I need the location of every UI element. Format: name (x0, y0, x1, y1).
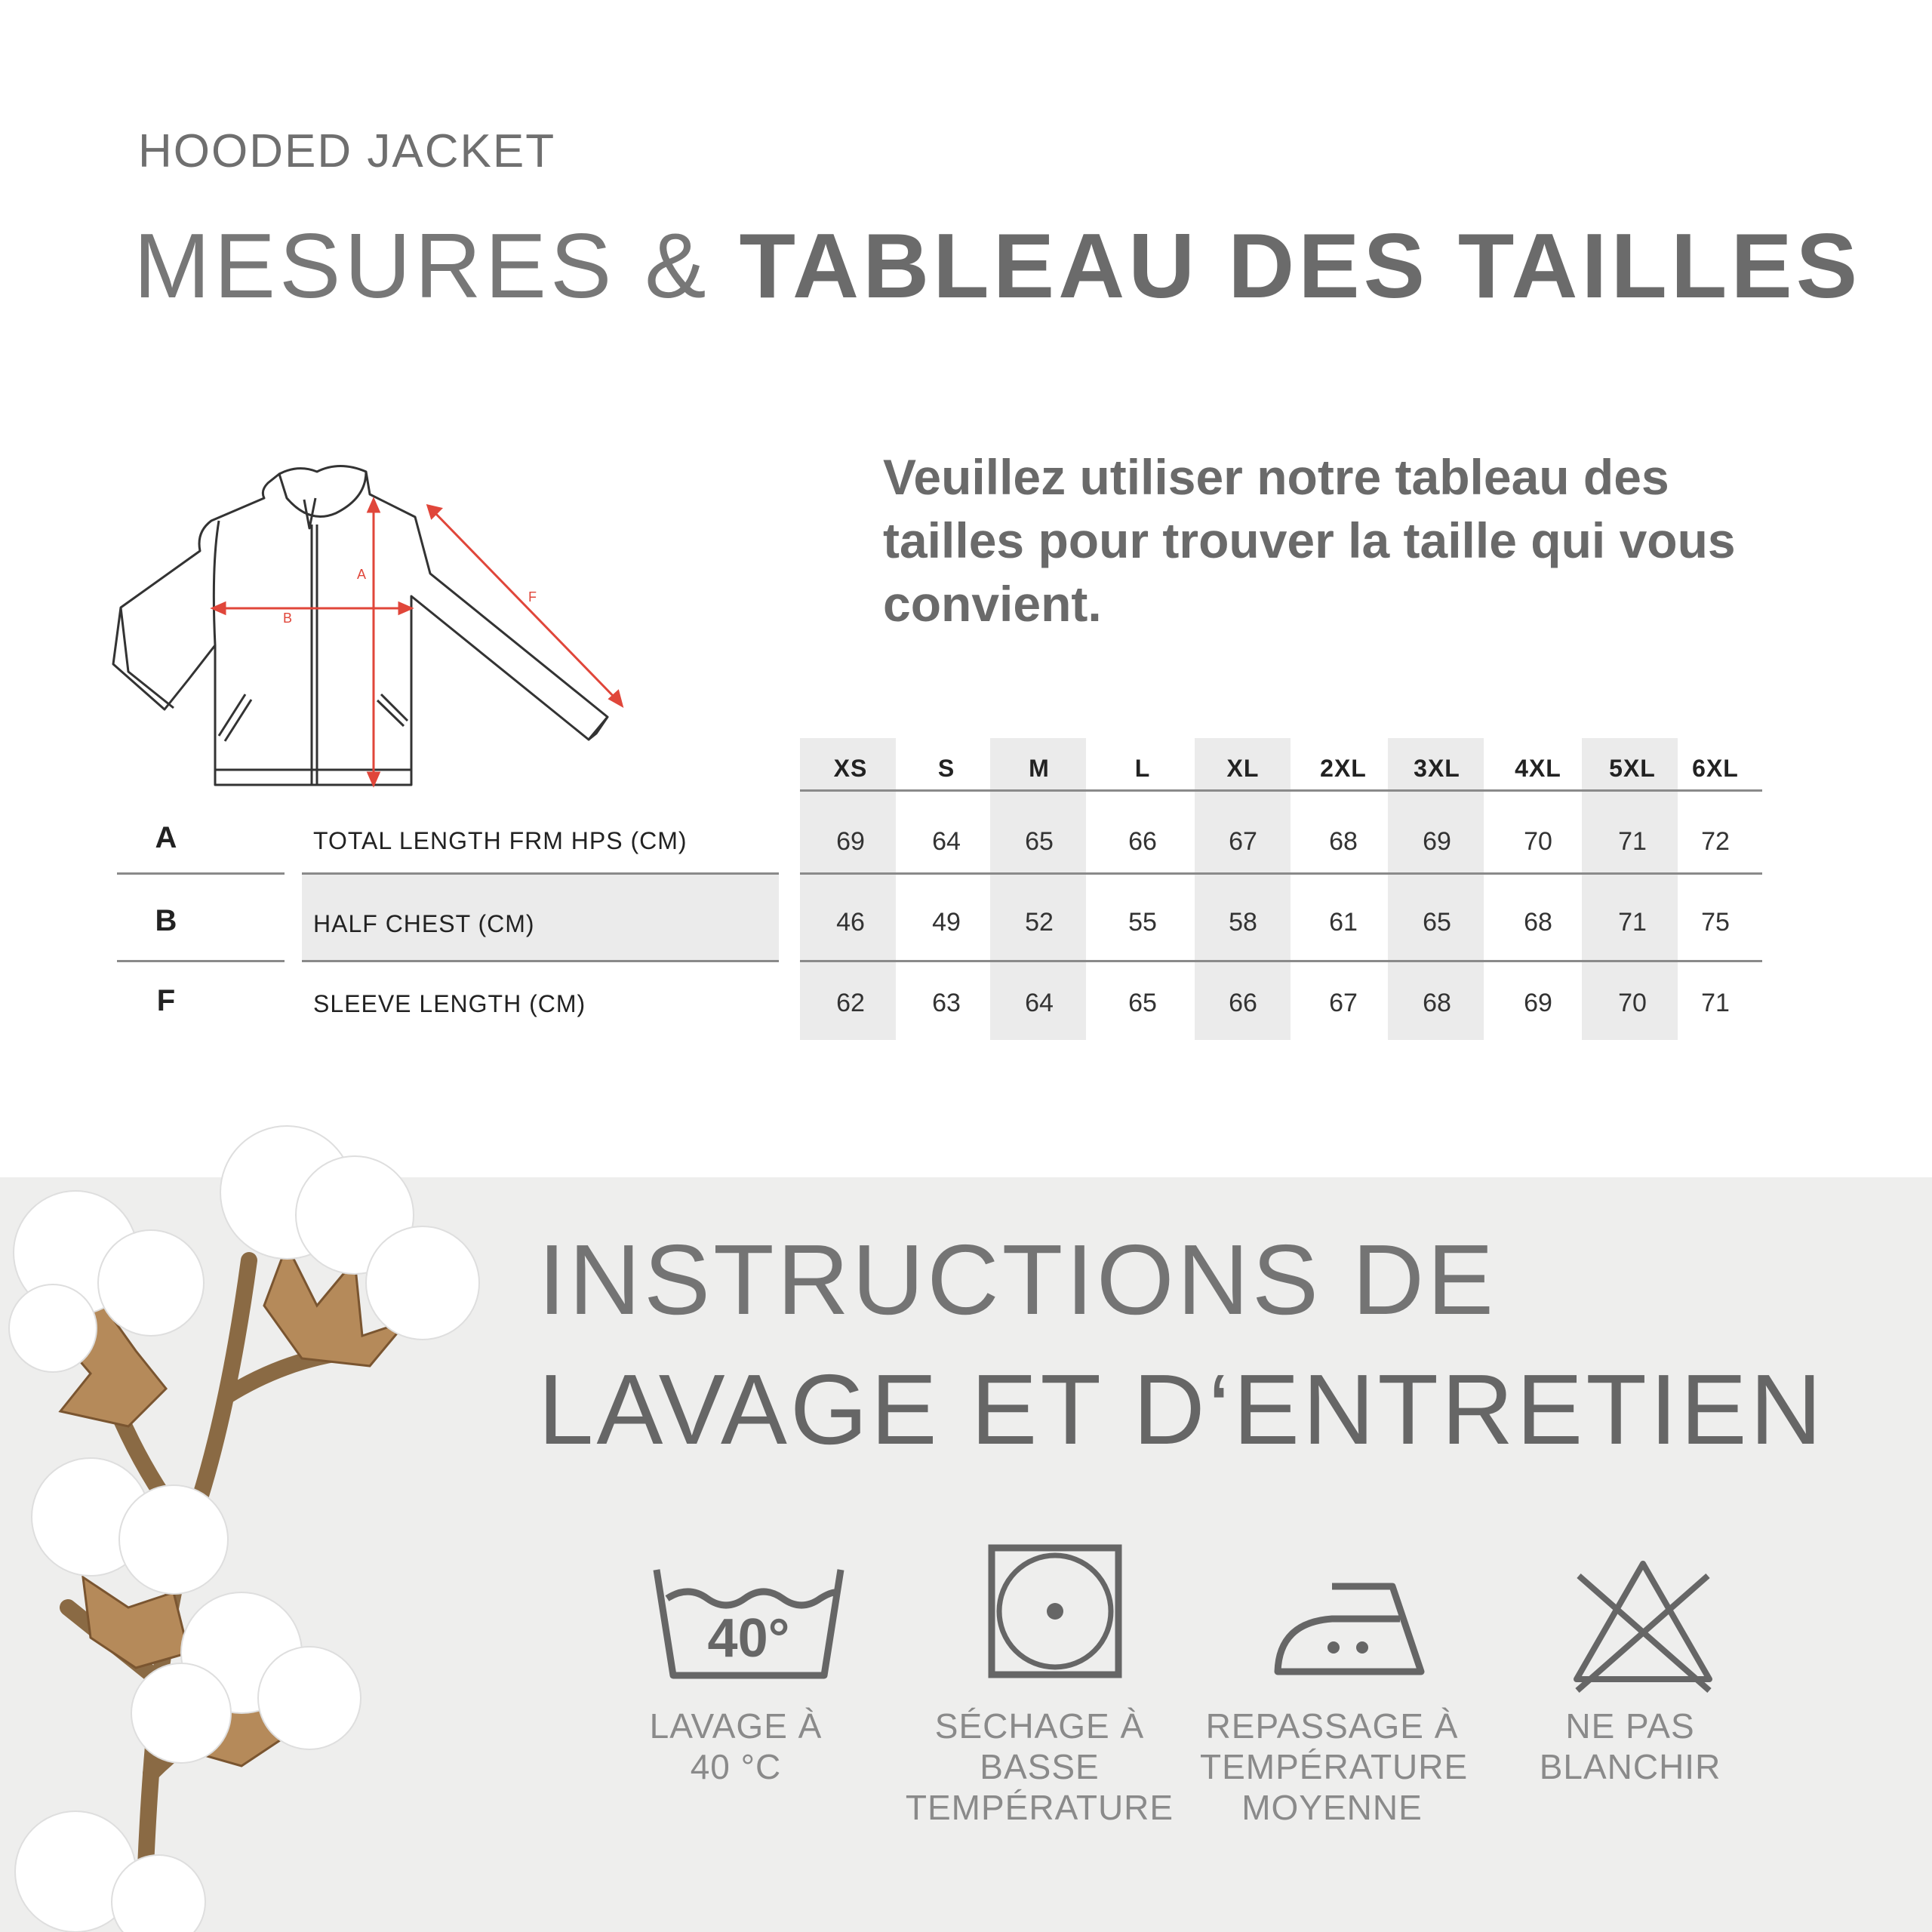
table-cell: 65 (1128, 989, 1157, 1017)
row-rule (800, 872, 1762, 875)
size-header: XL (1226, 755, 1260, 782)
table-cell: 68 (1524, 908, 1552, 937)
size-header: 5XL (1609, 755, 1656, 782)
table-cell: 70 (1524, 827, 1552, 856)
table-cell: 71 (1618, 908, 1647, 937)
row-label: HALF CHEST (CM) (313, 910, 535, 937)
care-label-line: SÉCHAGE À BASSE (934, 1706, 1145, 1786)
jacket-diagram (106, 453, 649, 800)
intro-text: Veuillez utiliser notre tableau des tailles pour trouver la taille qui vous convient. (883, 449, 1736, 632)
table-cell: 55 (1128, 908, 1157, 937)
size-header: M (1029, 755, 1050, 782)
care-label-line: TEMPÉRATURE (905, 1788, 1174, 1827)
care-title-light: INSTRUCTIONS DE (538, 1224, 1497, 1335)
table-cell: 63 (932, 989, 961, 1017)
size-header: 4XL (1515, 755, 1561, 782)
table-cell: 67 (1329, 989, 1358, 1017)
table-cell: 70 (1618, 989, 1647, 1017)
cotton-branch-image (0, 1109, 528, 1932)
table-cell: 64 (932, 827, 961, 856)
table-cell: 68 (1423, 989, 1451, 1017)
wash-40-icon (651, 1562, 847, 1683)
size-header: 3XL (1414, 755, 1460, 782)
care-label-dry (879, 1706, 1200, 1828)
product-name: HOODED JACKET (138, 125, 556, 177)
diagram-label-f: F (528, 589, 537, 605)
table-cell: 68 (1329, 827, 1358, 856)
page-title-light: MESURES & (134, 214, 740, 317)
table-cell: 66 (1128, 827, 1157, 856)
table-cell: 71 (1701, 989, 1730, 1017)
row-label: SLEEVE LENGTH (CM) (313, 990, 586, 1017)
table-cell: 69 (1423, 827, 1451, 856)
care-label-bleach (1517, 1706, 1743, 1787)
table-cell: 62 (836, 989, 865, 1017)
size-header: S (937, 755, 955, 782)
row-rule (302, 872, 779, 875)
diagram-label-b: B (283, 611, 293, 626)
care-title-bold: LAVAGE ET D‘ENTRETIEN (538, 1354, 1825, 1465)
care-label-line: 40 °C (690, 1747, 782, 1786)
table-cell: 61 (1329, 908, 1358, 937)
table-cell: 65 (1025, 827, 1054, 856)
row-rule (302, 960, 779, 962)
table-cell: 52 (1025, 908, 1054, 937)
table-cell: 69 (1524, 989, 1552, 1017)
table-cell: 49 (932, 908, 961, 937)
row-code: F (156, 984, 176, 1017)
size-header: L (1134, 755, 1151, 782)
row-rule (117, 960, 285, 962)
iron-medium-icon (1272, 1577, 1426, 1679)
table-cell: 69 (836, 827, 865, 856)
table-cell: 71 (1618, 827, 1647, 856)
size-header: 2XL (1320, 755, 1367, 782)
table-cell: 65 (1423, 908, 1451, 937)
care-label-wash (611, 1706, 860, 1787)
table-cell: 66 (1229, 989, 1257, 1017)
care-label-line: BLANCHIR (1539, 1747, 1721, 1786)
care-label-iron (1200, 1706, 1469, 1828)
row-code: B (155, 904, 177, 937)
table-cell: 75 (1701, 908, 1730, 937)
care-label-line: MOYENNE (1241, 1788, 1423, 1827)
page-title (134, 213, 1861, 318)
care-label-line: TEMPÉRATURE (1200, 1747, 1469, 1786)
size-header: XS (833, 755, 868, 782)
diagram-label-a: A (357, 567, 367, 582)
care-label-line: REPASSAGE À (1205, 1706, 1459, 1746)
care-label-line: NE PAS (1565, 1706, 1695, 1746)
table-cell: 67 (1229, 827, 1257, 856)
table-cell: 58 (1229, 908, 1257, 937)
row-rule (800, 960, 1762, 962)
table-cell: 64 (1025, 989, 1054, 1017)
size-header: 6XL (1692, 755, 1739, 782)
wash-temperature: 40° (707, 1608, 790, 1669)
page-title-bold: TABLEAU DES TAILLES (739, 214, 1862, 317)
table-cell: 72 (1701, 827, 1730, 856)
care-label-line: LAVAGE À (649, 1706, 823, 1746)
row-rule (117, 872, 285, 875)
header-rule (800, 789, 1762, 792)
no-bleach-icon (1570, 1555, 1717, 1694)
row-label: TOTAL LENGTH FRM HPS (CM) (313, 827, 688, 854)
row-code: A (155, 821, 177, 854)
tumble-dry-low-icon (987, 1543, 1123, 1679)
table-cell: 46 (836, 908, 865, 937)
